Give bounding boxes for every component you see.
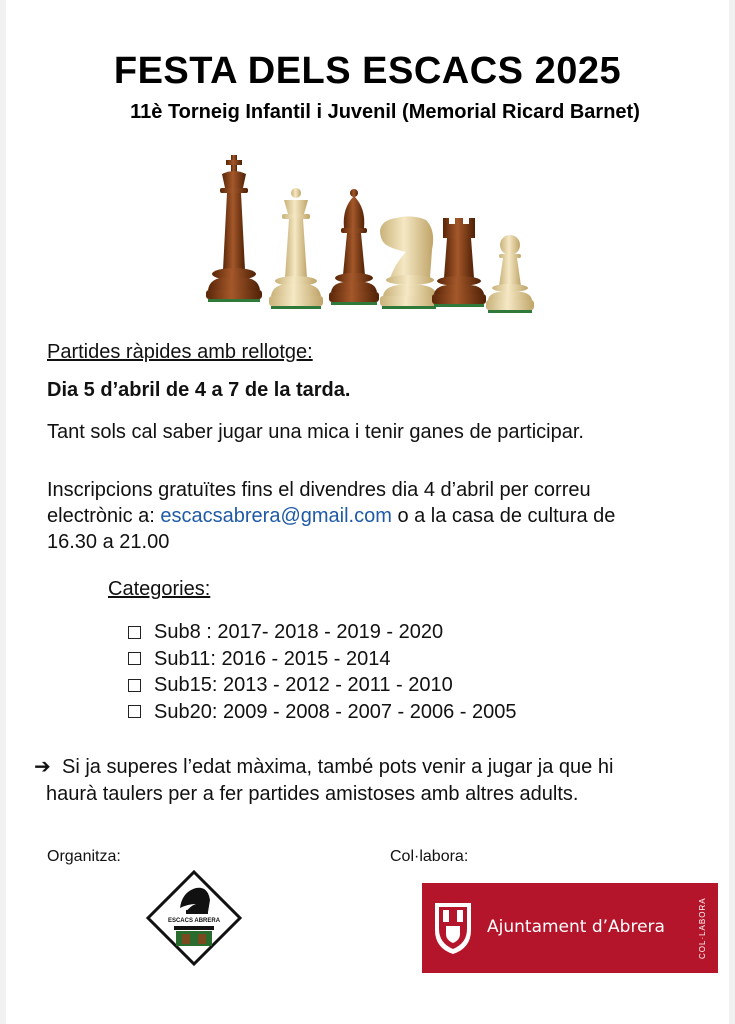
category-label: Sub15: 2013 - 2012 - 2011 - 2010 bbox=[154, 674, 453, 696]
arrow-right-icon: ➔ bbox=[34, 756, 51, 778]
shield-icon bbox=[432, 900, 474, 956]
ajuntament-side-text: COL·LABORA bbox=[698, 897, 707, 959]
event-date: Dia 5 d’abril de 4 a 7 de la tarda. bbox=[47, 379, 351, 401]
category-item bbox=[128, 646, 517, 673]
chess-pieces-image bbox=[200, 150, 545, 325]
note-line-1: Si ja superes l’edat màxima, també pots venir a jugar ja que hi bbox=[62, 756, 614, 778]
registration-prefix: electrònic a: bbox=[47, 505, 161, 527]
checkbox-icon[interactable] bbox=[128, 679, 141, 692]
checkbox-icon[interactable] bbox=[128, 705, 141, 718]
category-label: Sub20: 2009 - 2008 - 2007 - 2006 - 2005 bbox=[154, 700, 517, 723]
checkbox-icon[interactable] bbox=[128, 626, 141, 639]
page-subtitle: 11è Torneig Infantil i Juvenil (Memorial Ricard Barnet) bbox=[130, 101, 640, 123]
category-label: Sub11: 2016 - 2015 - 2014 bbox=[154, 647, 391, 670]
club-logo bbox=[146, 870, 242, 966]
page-edge-left bbox=[0, 0, 6, 1024]
category-item bbox=[128, 699, 517, 726]
ajuntament-name: Ajuntament d’Abrera bbox=[487, 917, 665, 937]
chess-queen-icon bbox=[269, 188, 323, 309]
checkbox-icon[interactable] bbox=[128, 652, 141, 665]
registration-line-1: Inscripcions gratuïtes fins el divendres dia 4 d’abril per correu bbox=[47, 479, 591, 501]
registration-suffix: o a la casa de cultura de bbox=[391, 505, 616, 527]
registration-text bbox=[47, 477, 615, 555]
page-edge-right bbox=[729, 0, 735, 1024]
email-link[interactable]: escacsabrera@gmail.com bbox=[160, 505, 392, 527]
rapid-games-heading: Partides ràpides amb rellotge: bbox=[47, 341, 313, 363]
organizer-label: Organitza: bbox=[47, 848, 121, 865]
intro-text: Tant sols cal saber jugar una mica i tenir ganes de participar. bbox=[47, 421, 584, 443]
chess-rook-icon bbox=[432, 218, 486, 307]
categories-heading: Categories: bbox=[108, 578, 211, 600]
chess-knight-icon bbox=[380, 216, 438, 309]
category-label: Sub8 : 2017- 2018 - 2019 - 2020 bbox=[154, 621, 444, 643]
collaborator-label: Col·labora: bbox=[390, 848, 469, 865]
page-title: FESTA DELS ESCACS 2025 bbox=[113, 50, 622, 92]
categories-list bbox=[128, 619, 517, 725]
note-line-2: haurà taulers per a fer partides amistoses amb altres adults. bbox=[46, 782, 579, 805]
registration-line-2 bbox=[47, 503, 615, 529]
club-logo-text: ESCACS ABRERA bbox=[167, 918, 221, 924]
category-item bbox=[128, 619, 517, 646]
adults-note bbox=[34, 754, 613, 807]
chess-bishop-icon bbox=[329, 189, 379, 305]
registration-line-3: 16.30 a 21.00 bbox=[47, 531, 170, 553]
chess-king-icon bbox=[206, 155, 262, 302]
ajuntament-logo bbox=[422, 883, 718, 973]
chess-pawn-icon bbox=[486, 235, 534, 313]
category-item bbox=[128, 672, 517, 699]
